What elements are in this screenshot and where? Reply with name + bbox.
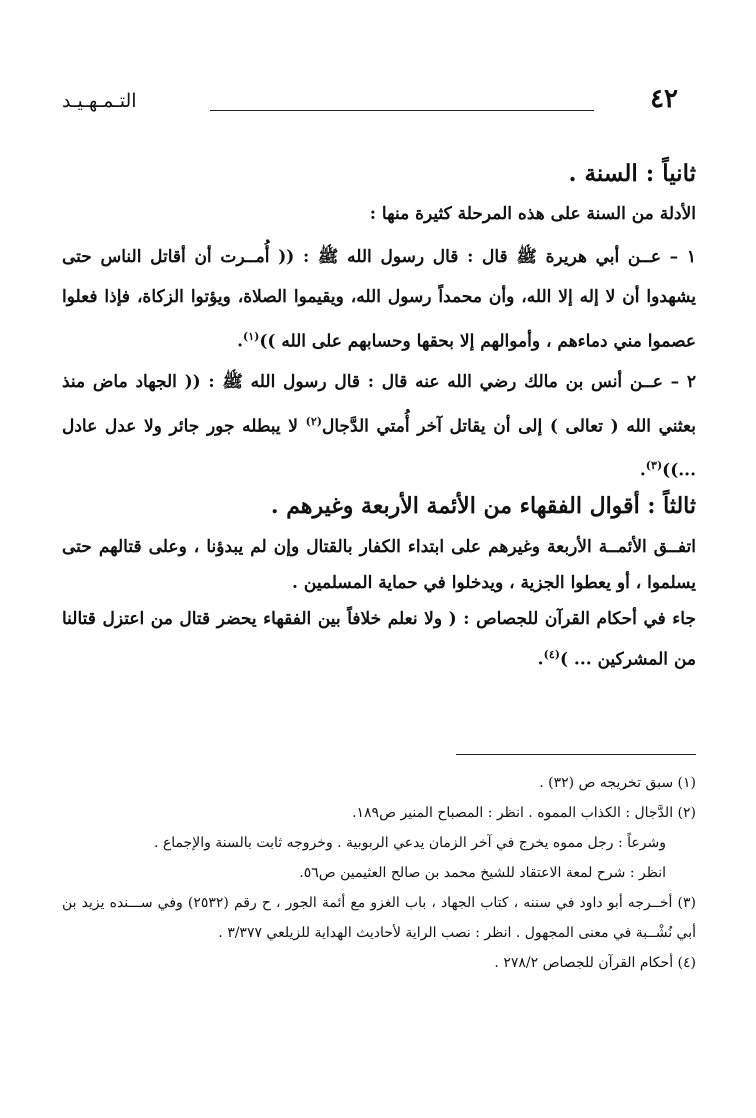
footnote-continuation: وشرعاً : رجل مموه يخرج في آخر الزمان يدعي الربوبية . وخروجه ثابت بالسنة والإجماع . — [153, 835, 666, 851]
section-heading-sunnah: ثانياً : السنة . — [568, 160, 696, 187]
paragraph-end: . — [537, 649, 544, 670]
footnote-continuation: انظر : شرح لمعة الاعتقاد للشيخ محمد بن صالح العثيمين ص٥٦. — [299, 865, 666, 881]
hadith-item-2 — [62, 362, 696, 491]
fuqaha-paragraph-2 — [62, 601, 696, 678]
footnote: (٤) أحكام القرآن للجصاص ٢٧٨/٢ . — [494, 955, 696, 971]
item-number: ٢ – — [662, 371, 697, 392]
page-header — [62, 84, 694, 124]
footnote-ref: (١) — [242, 330, 260, 343]
hadith-item-1 — [62, 237, 696, 362]
footnote-ref: (٤) — [543, 647, 560, 661]
fuqaha-paragraph-1: اتفــق الأئمــة الأربعة وغيرهم على ابتداء الكفار بالقتال وإن لم يبدؤنا ، وعلى قتالهم حتى يسلموا ، أو يعطوا الجزية ، ويدخلوا في حماية المسلمين . — [62, 536, 696, 593]
hadith-text-continued: لا يبطله جور جائر ولا عدل عادل ...)) — [62, 416, 696, 481]
item-end: . — [639, 460, 646, 481]
section-heading-fuqaha: ثالثاً : أقوال الفقهاء من الأئمة الأربعة وغيرهم . — [270, 492, 696, 519]
hadith-text: عــن أنس بن مالك رضي الله عنه قال : قال رسول الله ﷺ : (( الجهاد ماض منذ بعثني الله ( تعالى ) إلى أن يقاتل آخر أُمتي الدَّجال — [62, 371, 696, 437]
section-intro: الأدلة من السنة على هذه المرحلة كثيرة منها : — [369, 204, 696, 224]
item-number: ١ – — [660, 247, 696, 267]
running-title: التـمـهـيـد — [62, 90, 137, 112]
main-text — [62, 160, 696, 678]
footnote: (٢) الدَّجال : الكذاب المموه . انظر : المصباح المنير ص١٨٩. — [352, 805, 696, 821]
footnotes — [62, 768, 696, 978]
hadith-text: عــن أبي هريرة ﷺ قال : قال رسول الله ﷺ : (( أُمــرت أن أقاتل الناس حتى يشهدوا أن لا إله إلا الله، وأن محمداً رسول الله، ويقيموا الصلاة، ويؤتوا الزكاة، فإذا فعلوا عصموا مني دماءهم ، وأموالهم إلا بحقها وحسابهم على الله )) — [62, 247, 696, 352]
header-rule — [210, 110, 594, 111]
fuqaha-block — [62, 529, 696, 678]
footnote: (٣) أخــرجه أبو داود في سننه ، كتاب الجهاد ، باب الغزو مع أئمة الجور ، ح رقم (٢٥٣٢) وفي ســـنده يزيد بن أبي نُشْــبة في معنى المجهول . انظر : نصب الراية لأحاديث الهداية للزيلعي ٣/٣٧٧ . — [62, 895, 697, 941]
footnote-ref: (٢) — [305, 414, 322, 428]
item-end: . — [237, 331, 243, 352]
quote-text: جاء في أحكام القرآن للجصاص : ( ولا نعلم خلافاً بين الفقهاء يحضر قتال من اعتزل قتالنا من المشركين ... ) — [62, 608, 696, 670]
footnote-ref: (٣) — [645, 459, 663, 473]
footnote: (١) سبق تخريجه ص (٣٢) . — [539, 775, 696, 791]
footnote-divider — [456, 754, 696, 755]
page-number: ٤٢ — [650, 84, 678, 114]
